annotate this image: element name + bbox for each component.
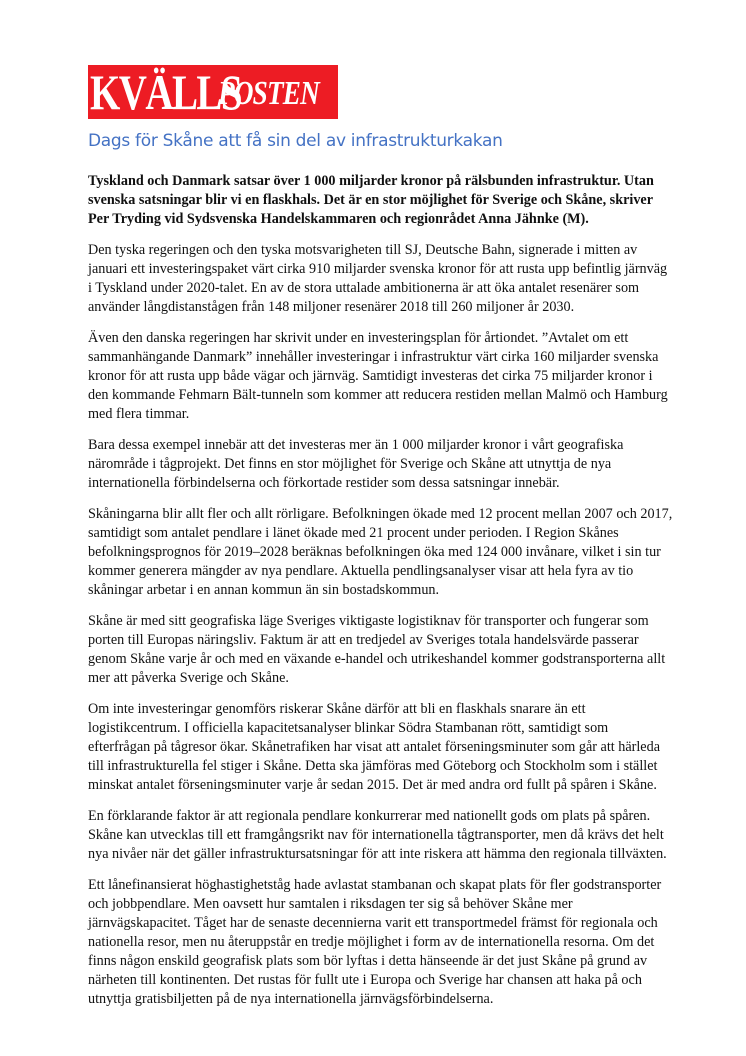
text-line: minskat antalet förseningsminuter varje år sedan 2015. Det är med andra ord fullt på spåren i Skåne. [88, 777, 657, 793]
text-line: befolkningsprognos för 2019–2028 beräknas befolkningen öka med 124 000 invånare, vilket i sin tur [88, 544, 661, 560]
text-line: sammanhängande Danmark” innehåller investeringar i infrastruktur värt cirka 160 miljarder svenska [88, 349, 659, 365]
lead-paragraph [88, 172, 668, 229]
text-line: nya nivåer när det gäller infrastruktursatsningar för att inte riskera att hämma den regionala tillväxten. [88, 846, 667, 862]
text-line: januari ett investeringspaket värt cirka 910 miljarder svenska kronor för att rusta upp befintlig järnväg [88, 261, 668, 277]
text-line: Skåne kan utvecklas till ett framgångsrikt nav för internationella tågtransporter, men då krävs det helt [88, 827, 664, 843]
text-line: logistikcentrum. I officiella kapacitetsanalyser blinkar Södra Stambanan rött, samtidigt som [88, 720, 609, 736]
text-line: Skåne är med sitt geografiska läge Sveriges viktigaste logistiknav för transporter och fungerar som [88, 613, 649, 629]
text-line: porten till Europas näringsliv. Faktum är att en tredjedel av Sveriges totala handelsvärde passerar [88, 632, 639, 648]
text-line: Per Tryding vid Sydsvenska Handelskammaren och regionrådet Anna Jähnke (M). [88, 211, 589, 227]
text-line: nationella resor, men nu återuppstår en tredje möjlighet i form av de internationella resorna. Om det [88, 934, 655, 950]
logo-text-kvalls: KVÄLLS [90, 65, 242, 119]
text-line: internationella förbindelserna och förkortade restider som dessa satsningar innebär. [88, 475, 560, 491]
text-line: Bara dessa exempel innebär att det investeras mer än 1 000 miljarder kronor i vårt geografiska [88, 437, 624, 453]
text-line: Ett lånefinansierat höghastighetståg hade avlastat stambanan och skapat plats för fler godstransporter [88, 877, 662, 893]
text-line: genom Skåne varje år och med en växande e-handel och utrikeshandel kommer godstransporterna allt [88, 651, 666, 667]
text-line: Den tyska regeringen och den tyska motsvarigheten till SJ, Deutsche Bahn, signerade i mitten av [88, 242, 638, 258]
body-paragraph [88, 807, 668, 864]
text-line: Tyskland och Danmark satsar över 1 000 miljarder kronor på rälsbunden infrastruktur. Utan [88, 173, 654, 189]
text-line: skåningar arbetar i en annan kommun än sin bostadskommun. [88, 582, 440, 598]
text-line: Även den danska regeringen har skrivit under en investeringsplan för årtiondet. ”Avtalet om ett [88, 330, 629, 346]
text-line: Om inte investeringar genomförs riskerar Skåne därför att bli en flaskhals snarare än ett [88, 701, 586, 717]
text-line: Skåningarna blir allt fler och allt rörligare. Befolkningen ökade med 12 procent mellan 2007 och 2017, [88, 506, 673, 522]
body-paragraph [88, 329, 668, 424]
body-paragraph [88, 505, 673, 600]
text-line: och jobbpendlare. Men oavsett hur samtalen i riksdagen ter sig så behöver Skåne mer [88, 896, 573, 912]
text-line: närområde i tågprojekt. Det finns en stor möjlighet för Sverige och Skåne att utnyttja de nya [88, 456, 612, 472]
text-line: till infrastrukturella fel stiger i Skåne. Detta ska jämföras med Göteborg och Stockholm som i stället [88, 758, 658, 774]
body-paragraph [88, 241, 668, 317]
text-line: En förklarande faktor är att regionala pendlare konkurrerar med nationellt gods om plats på spåren. [88, 808, 651, 824]
text-line: utnyttja gratisbiljetten på de nya internationella järnvägsförbindelserna. [88, 991, 494, 1007]
text-line: järnvägskapacitet. Tåget har de senaste decennierna varit ett transportmedel främst för regionala och [88, 915, 658, 931]
text-line: finns någon enskild geografisk plats som bör lyftas i detta hänseende är det just Skåne på grund av [88, 953, 648, 969]
body-paragraph [88, 612, 668, 688]
body-paragraph [88, 700, 668, 795]
text-line: den kommande Fehmarn Bält-tunneln som kommer att reducera restiden mellan Malmö och Hamburg [88, 387, 668, 403]
text-line: efterfrågan på tågresor ökar. Skånetrafiken har visat att antalet förseningsminuter som går att härleda [88, 739, 660, 755]
body-paragraph [88, 436, 668, 493]
logo-text-posten: POSTEN [218, 75, 319, 112]
text-line: kronor för att rusta upp både vägar och järnväg. Samtidigt investeras det cirka 75 miljarder kronor i [88, 368, 653, 384]
text-line: närheten till kontinenten. Det rustas för fullt ute i Europa och Sverige har chansen att haka på och [88, 972, 642, 988]
text-line: mer att påverka Sverige och Skåne. [88, 670, 289, 686]
article-title: Dags för Skåne att få sin del av infrastrukturkakan [88, 131, 503, 151]
text-line: använder långdistanstågen från 148 miljoner resenärer 2018 till 260 miljoner år 2030. [88, 299, 575, 315]
kvallsposten-logo [88, 65, 338, 119]
article-body [88, 172, 673, 1021]
text-line: i Tyskland under 2020-talet. En av de stora uttalade ambitionerna är att öka antalet resenärer som [88, 280, 640, 296]
text-line: med flera timmar. [88, 406, 190, 422]
text-line: samtidigt som antalet pendlare i länet ökade med 21 procent under perioden. I Region Skånes [88, 525, 619, 541]
text-line: kommer generera mängder av nya pendlare. Aktuella pendlingsanalyser visar att hela fyra av tio [88, 563, 634, 579]
text-line: svenska satsningar blir vi en flaskhals. Det är en stor möjlighet för Sverige och Skåne, skriver [88, 192, 654, 208]
body-paragraph [88, 876, 668, 1009]
